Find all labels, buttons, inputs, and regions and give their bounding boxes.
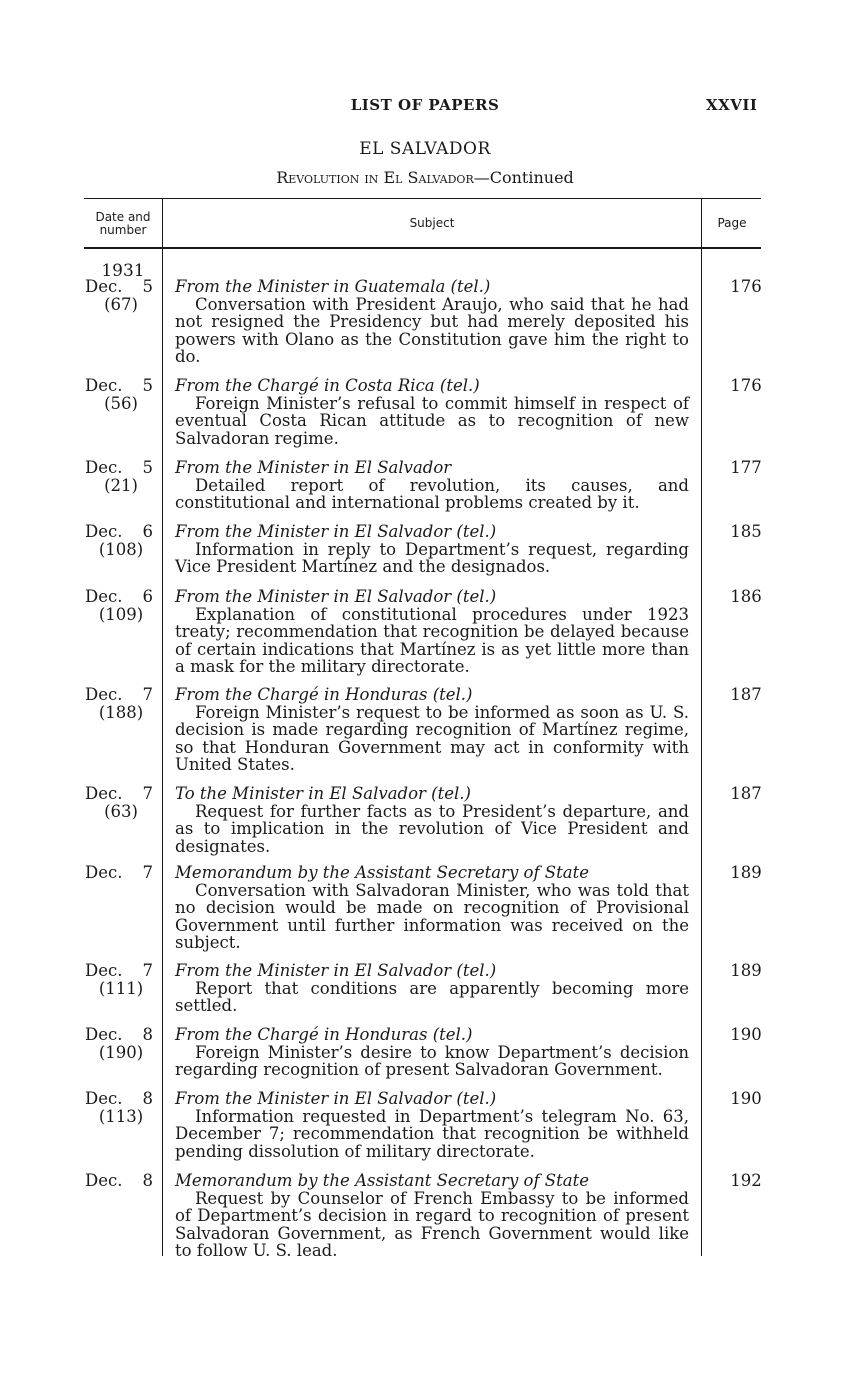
table-header-rule	[84, 247, 761, 249]
entry-description: Foreign Minister’s refusal to commit himself in respect of eventual Costa Rican attitude as to recognition of new Salvadoran regime.	[175, 393, 689, 448]
entry-source: Memorandum by the Assistant Secretary of State	[175, 1171, 589, 1190]
entry-description: Information requested in Department’s telegram No. 63, December 7; recommendation that recognition be withheld pending dissolution of military directorate.	[175, 1106, 689, 1161]
entry-source: From the Minister in El Salvador (tel.)	[175, 1089, 497, 1108]
entry-date	[85, 459, 153, 494]
year-label: 1931	[101, 261, 145, 281]
entry-subject	[175, 686, 689, 774]
entry-date-day	[85, 377, 153, 395]
entry-date-day	[85, 459, 153, 477]
entry-description: Conversation with Salvadoran Minister, who was told that no decision would be made on recognition of Provisional Government until further information was received on the subject.	[175, 880, 689, 952]
entry-number: (190)	[98, 1042, 144, 1062]
column-divider-right	[701, 198, 702, 1256]
table-top-rule	[84, 198, 761, 199]
column-header-date-line2: number	[99, 223, 147, 237]
entry-month: Dec.	[85, 376, 123, 395]
entry-source: From the Minister in El Salvador	[175, 458, 452, 477]
entry-subject	[175, 864, 689, 952]
entry-day: 8	[142, 1171, 153, 1190]
entry-date	[85, 278, 153, 313]
entry-source: From the Chargé in Costa Rica (tel.)	[175, 376, 480, 395]
entry-page: 186	[730, 587, 762, 606]
entry-source: From the Minister in Guatemala (tel.)	[175, 277, 491, 296]
entry-date	[85, 686, 153, 721]
entry-subject	[175, 278, 689, 366]
entry-month: Dec.	[85, 784, 123, 803]
entry-subject	[175, 962, 689, 1015]
entry-subject	[175, 1026, 689, 1079]
entry-page: 176	[730, 277, 762, 296]
entry-date	[85, 1026, 153, 1061]
entry-subject	[175, 459, 689, 512]
entry-day: 6	[142, 522, 153, 541]
entry-day: 7	[142, 863, 153, 882]
entry-date-day	[85, 864, 153, 882]
entry-date	[85, 962, 153, 997]
entry-day: 6	[142, 587, 153, 606]
entry-subject	[175, 377, 689, 447]
entry-number: (21)	[104, 475, 138, 495]
entry-month: Dec.	[85, 1089, 123, 1108]
entry-description: Detailed report of revolution, its causes, and constitutional and international problems created by it.	[175, 475, 689, 512]
entry-description: Explanation of constitutional procedures under 1923 treaty; recommendation that recognition be delayed because of certain indications that Martínez is as yet little more than a mask for the military directorate.	[175, 604, 689, 676]
entry-number: (188)	[98, 702, 144, 722]
entry-month: Dec.	[85, 1025, 123, 1044]
entry-date-day	[85, 785, 153, 803]
entry-page: 187	[730, 685, 762, 704]
entry-source: From the Minister in El Salvador (tel.)	[175, 961, 497, 980]
entry-page: 176	[730, 376, 762, 395]
entry-month: Dec.	[85, 685, 123, 704]
entry-month: Dec.	[85, 587, 123, 606]
entry-day: 7	[142, 961, 153, 980]
entry-number: (67)	[104, 294, 138, 314]
entry-subject	[175, 1172, 689, 1260]
entry-page: 177	[730, 458, 762, 477]
entry-description: Request for further facts as to President’s departure, and as to implication in the revolution of Vice President and designates.	[175, 801, 689, 856]
entry-description: Request by Counselor of French Embassy to be informed of Department’s decision in regard to recognition of present Salvadoran Government, as French Government would like to follow U. S. lead.	[175, 1188, 689, 1260]
entry-date	[85, 588, 153, 623]
entry-date-day	[85, 962, 153, 980]
entry-date	[85, 377, 153, 412]
page-number: XXVII	[706, 96, 758, 114]
entry-month: Dec.	[85, 458, 123, 477]
country-heading: EL SALVADOR	[359, 139, 491, 159]
entry-page: 189	[730, 863, 762, 882]
entry-page: 190	[730, 1025, 762, 1044]
entry-date	[85, 864, 153, 882]
entry-date-day	[85, 523, 153, 541]
entry-number: (109)	[98, 604, 144, 624]
entry-date-day	[85, 686, 153, 704]
entry-date-day	[85, 1026, 153, 1044]
entry-day: 8	[142, 1025, 153, 1044]
entry-month: Dec.	[85, 1171, 123, 1190]
entry-subject	[175, 1090, 689, 1160]
entry-date-day	[85, 1090, 153, 1108]
entry-day: 5	[142, 458, 153, 477]
entry-description: Conversation with President Araujo, who said that he had not resigned the Presidency but had merely deposited his powers with Olano as the Constitution gave him the right to do.	[175, 294, 689, 366]
entry-subject	[175, 588, 689, 676]
entry-date	[85, 1090, 153, 1125]
entry-date	[85, 1172, 153, 1190]
entry-description: Report that conditions are apparently becoming more settled.	[175, 978, 689, 1015]
entry-day: 5	[142, 376, 153, 395]
entry-date	[85, 523, 153, 558]
entry-source: To the Minister in El Salvador (tel.)	[175, 784, 471, 803]
entry-number: (113)	[98, 1106, 144, 1126]
entry-source: Memorandum by the Assistant Secretary of State	[175, 863, 589, 882]
entry-page: 190	[730, 1089, 762, 1108]
column-header-subject: Subject	[409, 216, 455, 230]
entry-page: 187	[730, 784, 762, 803]
entry-date-day	[85, 278, 153, 296]
entry-day: 5	[142, 277, 153, 296]
entry-page: 185	[730, 522, 762, 541]
entry-subject	[175, 523, 689, 576]
entry-number: (56)	[104, 393, 138, 413]
section-title-main: Revolution in El Salvador	[276, 168, 474, 187]
entry-description: Information in reply to Department’s request, regarding Vice President Martínez and the designados.	[175, 539, 689, 576]
column-header-page: Page	[717, 216, 747, 230]
column-header-date-line1: Date and	[95, 210, 151, 224]
column-divider-left	[162, 198, 163, 1256]
entry-month: Dec.	[85, 277, 123, 296]
entry-subject	[175, 785, 689, 855]
entry-number: (63)	[104, 801, 138, 821]
entry-month: Dec.	[85, 863, 123, 882]
entry-page: 192	[730, 1171, 762, 1190]
page-header-title: LIST OF PAPERS	[350, 96, 500, 114]
column-header-date	[84, 211, 162, 237]
entry-source: From the Minister in El Salvador (tel.)	[175, 587, 497, 606]
entry-month: Dec.	[85, 961, 123, 980]
entry-source: From the Chargé in Honduras (tel.)	[175, 685, 473, 704]
entry-description: Foreign Minister’s desire to know Department’s decision regarding recognition of present Salvadoran Government.	[175, 1042, 689, 1079]
entry-date	[85, 785, 153, 820]
section-title-suffix: —Continued	[473, 168, 574, 187]
entry-source: From the Minister in El Salvador (tel.)	[175, 522, 497, 541]
entry-day: 7	[142, 685, 153, 704]
entry-date-day	[85, 1172, 153, 1190]
entry-day: 8	[142, 1089, 153, 1108]
entry-day: 7	[142, 784, 153, 803]
entry-description: Foreign Minister’s request to be informed as soon as U. S. decision is made regarding recognition of Martínez regime, so that Honduran Government may act in conformity with United States.	[175, 702, 689, 774]
entry-number: (108)	[98, 539, 144, 559]
entry-page: 189	[730, 961, 762, 980]
section-title	[0, 168, 850, 187]
entry-month: Dec.	[85, 522, 123, 541]
entry-source: From the Chargé in Honduras (tel.)	[175, 1025, 473, 1044]
entry-date-day	[85, 588, 153, 606]
entry-number: (111)	[98, 978, 144, 998]
